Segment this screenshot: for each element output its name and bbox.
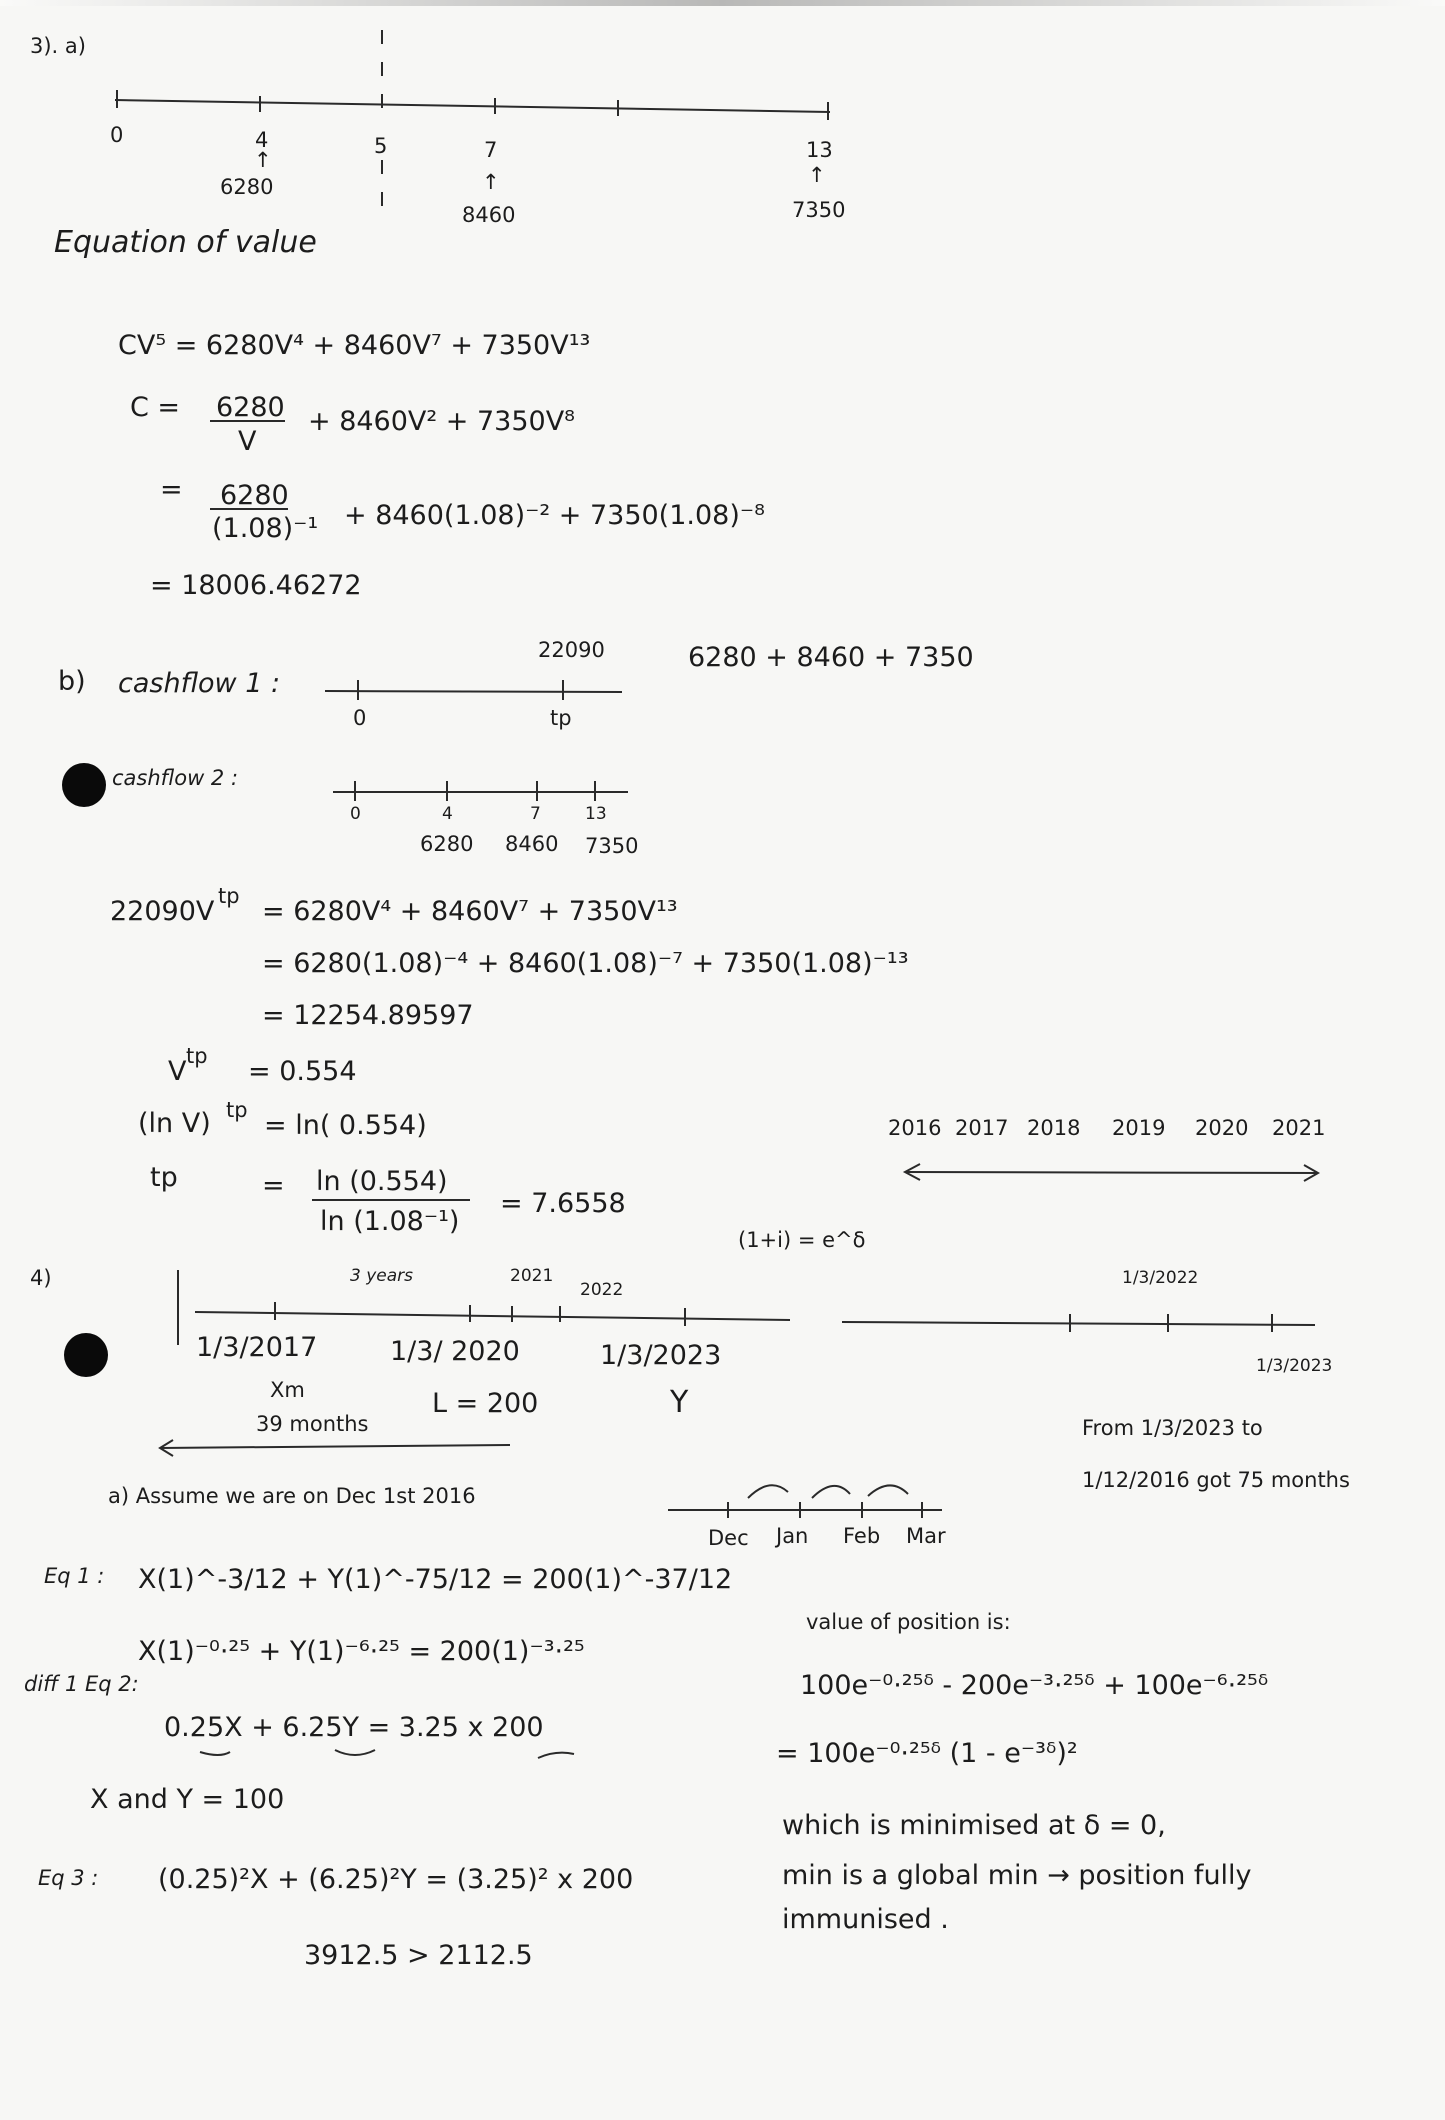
eq-c-rest: + 8460V² + 7350V⁸ bbox=[308, 406, 576, 437]
q4-tl2-top-date: 1/3/2022 bbox=[1122, 1268, 1199, 1288]
b-eq4-sup: tp bbox=[186, 1044, 208, 1068]
b-eq5-sup: tp bbox=[226, 1098, 248, 1122]
b-eq3: = 12254.89597 bbox=[262, 1000, 474, 1031]
q4-below-y: Y bbox=[670, 1385, 689, 1420]
eq3-equals: = bbox=[160, 474, 183, 505]
year-2017: 2017 bbox=[955, 1116, 1009, 1140]
b-eq5-rhs: = ln( 0.554) bbox=[264, 1110, 427, 1141]
timeline-tick-7: 7 bbox=[484, 138, 498, 162]
year-2021: 2021 bbox=[1272, 1116, 1326, 1140]
q4-39-months: 39 months bbox=[256, 1412, 369, 1436]
timeline-amount-7350: 7350 bbox=[792, 198, 846, 222]
eq-cv5: CV⁵ = 6280V⁴ + 8460V⁷ + 7350V¹³ bbox=[118, 330, 591, 361]
cashflow-2-tick-7: 7 bbox=[530, 804, 541, 824]
eq3-rest: + 8460(1.08)⁻² + 7350(1.08)⁻⁸ bbox=[344, 500, 765, 531]
eq3-numerator: 6280 bbox=[220, 480, 289, 511]
q4-eq3: (0.25)²X + (6.25)²Y = (3.25)² x 200 bbox=[158, 1864, 634, 1895]
b-eq6-denominator: ln (1.08⁻¹) bbox=[320, 1206, 460, 1237]
b-eq1-sup: tp bbox=[218, 884, 240, 908]
timeline-tick-0: 0 bbox=[110, 123, 124, 147]
part-b-label: b) bbox=[58, 666, 86, 697]
q4-eq2: 0.25X + 6.25Y = 3.25 x 200 bbox=[164, 1712, 544, 1743]
cashflow-1-tick-0: 0 bbox=[353, 706, 367, 730]
eq-c-denominator: V bbox=[238, 426, 257, 457]
timeline-tick-5: 5 bbox=[374, 134, 388, 158]
q4-xy: X and Y = 100 bbox=[90, 1784, 285, 1815]
timeline-amount-8460: 8460 bbox=[462, 203, 516, 227]
b-eq1-rhs: = 6280V⁴ + 8460V⁷ + 7350V¹³ bbox=[262, 896, 678, 927]
q4-eq1: X(1)^-3/12 + Y(1)^-75/12 = 200(1)^-37/12 bbox=[138, 1564, 733, 1595]
cashflow-2-amount-8460: 8460 bbox=[505, 832, 559, 856]
cashflow-1-tick-tp: tp bbox=[550, 706, 572, 730]
b-eq1-lhs: 22090V bbox=[110, 896, 215, 927]
bullet-dot-2 bbox=[64, 1333, 108, 1377]
value-title: value of position is: bbox=[806, 1610, 1011, 1634]
sum-note: 6280 + 8460 + 7350 bbox=[688, 642, 974, 673]
arrow-up-icon: ↑ bbox=[254, 148, 272, 172]
q4-a-assume: a) Assume we are on Dec 1st 2016 bbox=[108, 1484, 476, 1508]
month-dec: Dec bbox=[708, 1526, 749, 1550]
eq1-label: Eq 1 : bbox=[44, 1564, 105, 1588]
cashflow-1-label: cashflow 1 : bbox=[118, 668, 281, 699]
b-eq6-lhs: tp bbox=[150, 1162, 178, 1193]
q4-tl-2021: 2021 bbox=[510, 1266, 554, 1286]
q4-tl-3years: 3 years bbox=[350, 1266, 414, 1286]
b-eq4-lhs: V bbox=[168, 1056, 187, 1087]
q4-tl-2022: 2022 bbox=[580, 1280, 624, 1300]
value-expr-1: 100e⁻⁰·²⁵ᵟ - 200e⁻³·²⁵ᵟ + 100e⁻⁶·²⁵ᵟ bbox=[800, 1670, 1269, 1701]
eq-c-result: = 18006.46272 bbox=[150, 570, 362, 601]
equation-of-value-heading: Equation of value bbox=[54, 225, 317, 260]
min-line-2: min is a global min → position fully bbox=[782, 1860, 1252, 1891]
min-line-3: immunised . bbox=[782, 1904, 949, 1935]
q4-below-l200: L = 200 bbox=[432, 1388, 539, 1419]
cashflow-2-tick-13: 13 bbox=[585, 804, 607, 824]
q4-label: 4) bbox=[30, 1266, 52, 1290]
cashflow-2-tick-4: 4 bbox=[442, 804, 453, 824]
value-expr-2: = 100e⁻⁰·²⁵ᵟ (1 - e⁻³ᵟ)² bbox=[776, 1738, 1078, 1769]
arrow-up-icon: ↑ bbox=[808, 163, 826, 187]
year-2019: 2019 bbox=[1112, 1116, 1166, 1140]
cashflow-2-tick-0: 0 bbox=[350, 804, 361, 824]
cashflow-1-amount: 22090 bbox=[538, 638, 605, 662]
eq-c-lhs: C = bbox=[130, 392, 181, 423]
force-of-interest-note: (1+i) = e^δ bbox=[738, 1228, 866, 1252]
q4-date-2020: 1/3/ 2020 bbox=[390, 1336, 520, 1367]
cashflow-2-amount-7350: 7350 bbox=[585, 834, 639, 858]
q3-label: 3). a) bbox=[30, 34, 86, 58]
b-eq6-result: = 7.6558 bbox=[500, 1188, 626, 1219]
month-mar: Mar bbox=[906, 1524, 946, 1548]
year-2018: 2018 bbox=[1027, 1116, 1081, 1140]
year-2020: 2020 bbox=[1195, 1116, 1249, 1140]
min-line-1: which is minimised at δ = 0, bbox=[782, 1810, 1166, 1841]
year-2016: 2016 bbox=[888, 1116, 942, 1140]
b-eq6-numerator: ln (0.554) bbox=[316, 1166, 448, 1197]
month-feb: Feb bbox=[843, 1524, 881, 1548]
eq3-label: Eq 3 : bbox=[38, 1866, 99, 1890]
q4-date-2023: 1/3/2023 bbox=[600, 1340, 722, 1371]
q4-compare: 3912.5 > 2112.5 bbox=[304, 1940, 533, 1971]
eq2-label: diff 1 Eq 2: bbox=[24, 1672, 139, 1696]
b-eq4-rhs: = 0.554 bbox=[248, 1056, 357, 1087]
eq-c-numerator: 6280 bbox=[216, 392, 285, 423]
month-jan: Jan bbox=[776, 1524, 809, 1548]
timeline-tick-13: 13 bbox=[806, 138, 833, 162]
arrow-up-icon: ↑ bbox=[482, 170, 500, 194]
eq3-denominator: (1.08)⁻¹ bbox=[212, 513, 319, 544]
q4-below-xm: Xm bbox=[270, 1378, 305, 1402]
b-eq6-equals: = bbox=[262, 1170, 285, 1201]
q4-tl2-end-date: 1/3/2023 bbox=[1256, 1356, 1333, 1376]
q4-date-2017: 1/3/2017 bbox=[196, 1332, 318, 1363]
from-line-2: 1/12/2016 got 75 months bbox=[1082, 1468, 1350, 1492]
b-eq5-lhs: (ln V) bbox=[138, 1108, 211, 1139]
b-eq2: = 6280(1.08)⁻⁴ + 8460(1.08)⁻⁷ + 7350(1.08)⁻¹³ bbox=[262, 948, 909, 979]
timeline-amount-6280: 6280 bbox=[220, 175, 274, 199]
q4-eq1-line2: X(1)⁻⁰·²⁵ + Y(1)⁻⁶·²⁵ = 200(1)⁻³·²⁵ bbox=[138, 1636, 585, 1667]
cashflow-2-label: cashflow 2 : bbox=[112, 766, 239, 790]
timeline-tick-4: 4 bbox=[255, 128, 269, 152]
from-line-1: From 1/3/2023 to bbox=[1082, 1416, 1263, 1440]
bullet-dot-1 bbox=[62, 763, 106, 807]
cashflow-2-amount-6280: 6280 bbox=[420, 832, 474, 856]
